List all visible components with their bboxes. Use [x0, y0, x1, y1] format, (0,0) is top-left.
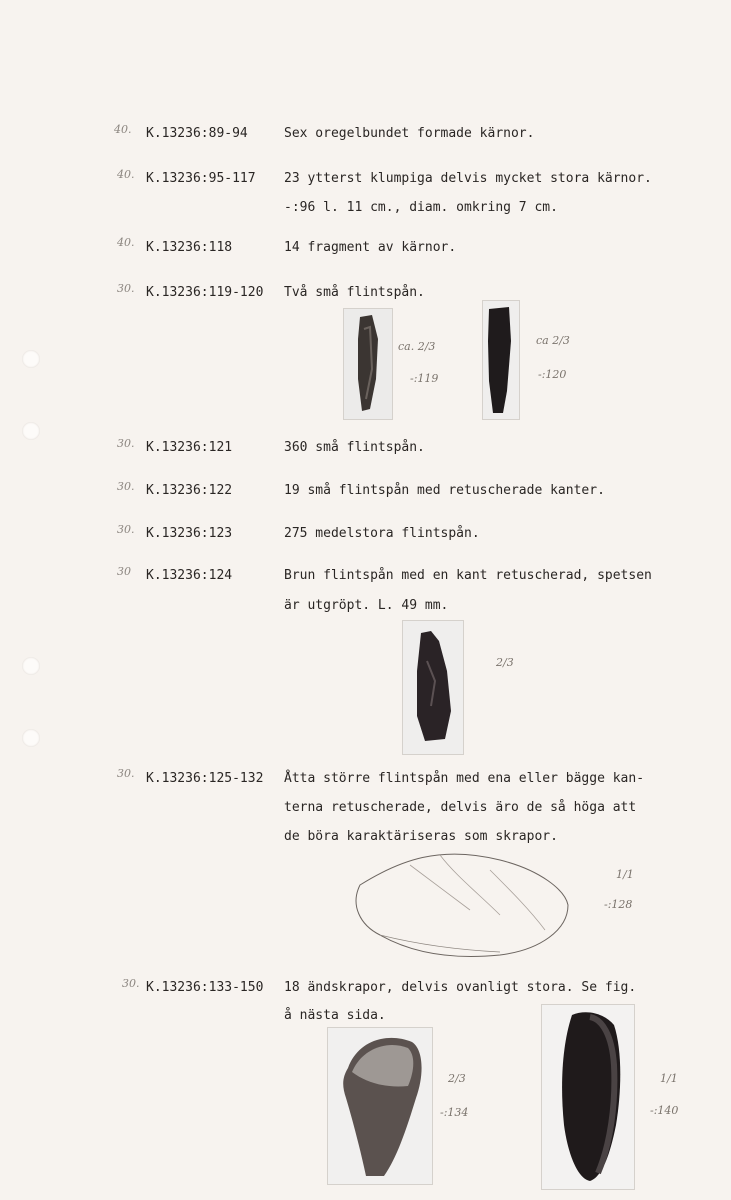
entry-mark: 30.	[122, 977, 140, 990]
photo-id-note: -:140	[650, 1104, 679, 1117]
scale-note: 2/3	[448, 1072, 466, 1085]
entry-mark: 30.	[117, 767, 135, 780]
catalog-number: K.13236:123	[146, 526, 233, 541]
entry-text: 18 ändskrapor, delvis ovanligt stora. Se fig.	[284, 980, 637, 995]
catalog-number: K.13236:121	[146, 440, 233, 455]
photo-id-note: -:128	[604, 898, 633, 911]
entry-mark: 30	[117, 565, 131, 578]
photo-id-note: -:120	[538, 368, 567, 381]
flint-drawing	[340, 840, 580, 965]
entry-text: Sex oregelbundet formade kärnor.	[284, 126, 535, 141]
scraper-image	[542, 1005, 634, 1189]
flint-blade-image	[344, 309, 392, 419]
entry-text: Brun flintspån med en kant retuscherad, spetsen	[284, 568, 652, 583]
entry-mark: 40.	[114, 123, 132, 136]
entry-text: Två små flintspån.	[284, 285, 425, 300]
entry-text: 360 små flintspån.	[284, 440, 425, 455]
catalog-number: K.13236:124	[146, 568, 233, 583]
entry-text: är utgröpt. L. 49 mm.	[284, 598, 449, 613]
flint-blade-image	[483, 301, 519, 419]
entry-mark: 30.	[117, 437, 135, 450]
flint-photo	[541, 1004, 635, 1190]
punch-hole	[22, 350, 40, 368]
entry-text: terna retuscherade, delvis äro de så höga att	[284, 800, 637, 815]
scale-note: ca 2/3	[536, 334, 570, 347]
entry-mark: 40.	[117, 168, 135, 181]
punch-hole	[22, 729, 40, 747]
catalog-number: K.13236:89-94	[146, 126, 248, 141]
catalog-number: K.13236:122	[146, 483, 233, 498]
punch-hole	[22, 657, 40, 675]
entry-text: -:96 l. 11 cm., diam. omkring 7 cm.	[284, 200, 558, 215]
entry-mark: 30.	[117, 523, 135, 536]
scale-note: ca. 2/3	[398, 340, 436, 353]
entry-text: 14 fragment av kärnor.	[284, 240, 457, 255]
flint-photo	[327, 1027, 433, 1185]
catalog-number: K.13236:95-117	[146, 171, 256, 186]
catalog-number: K.13236:125-132	[146, 771, 264, 786]
punch-hole	[22, 422, 40, 440]
flint-photo	[343, 308, 393, 420]
entry-text: Åtta större flintspån med ena eller bägge kan-	[284, 771, 645, 786]
catalog-number: K.13236:118	[146, 240, 233, 255]
entry-text: 19 små flintspån med retuscherade kanter.	[284, 483, 605, 498]
scale-note: 2/3	[496, 656, 514, 669]
flint-blade-image	[403, 621, 463, 754]
entry-text: 275 medelstora flintspån.	[284, 526, 480, 541]
entry-mark: 30.	[117, 480, 135, 493]
entry-text: 23 ytterst klumpiga delvis mycket stora kärnor.	[284, 171, 652, 186]
catalog-number: K.13236:119-120	[146, 285, 264, 300]
photo-id-note: -:134	[440, 1106, 469, 1119]
entry-mark: 30.	[117, 282, 135, 295]
scale-note: 1/1	[660, 1072, 678, 1085]
entry-text: de böra karaktäriseras som skrapor.	[284, 829, 558, 844]
entry-mark: 40.	[117, 236, 135, 249]
entry-text: å nästa sida.	[284, 1008, 386, 1023]
scale-note: 1/1	[616, 868, 634, 881]
photo-id-note: -:119	[410, 372, 439, 385]
flint-photo	[482, 300, 520, 420]
flint-photo	[402, 620, 464, 755]
catalog-number: K.13236:133-150	[146, 980, 264, 995]
scraper-image	[328, 1028, 432, 1184]
